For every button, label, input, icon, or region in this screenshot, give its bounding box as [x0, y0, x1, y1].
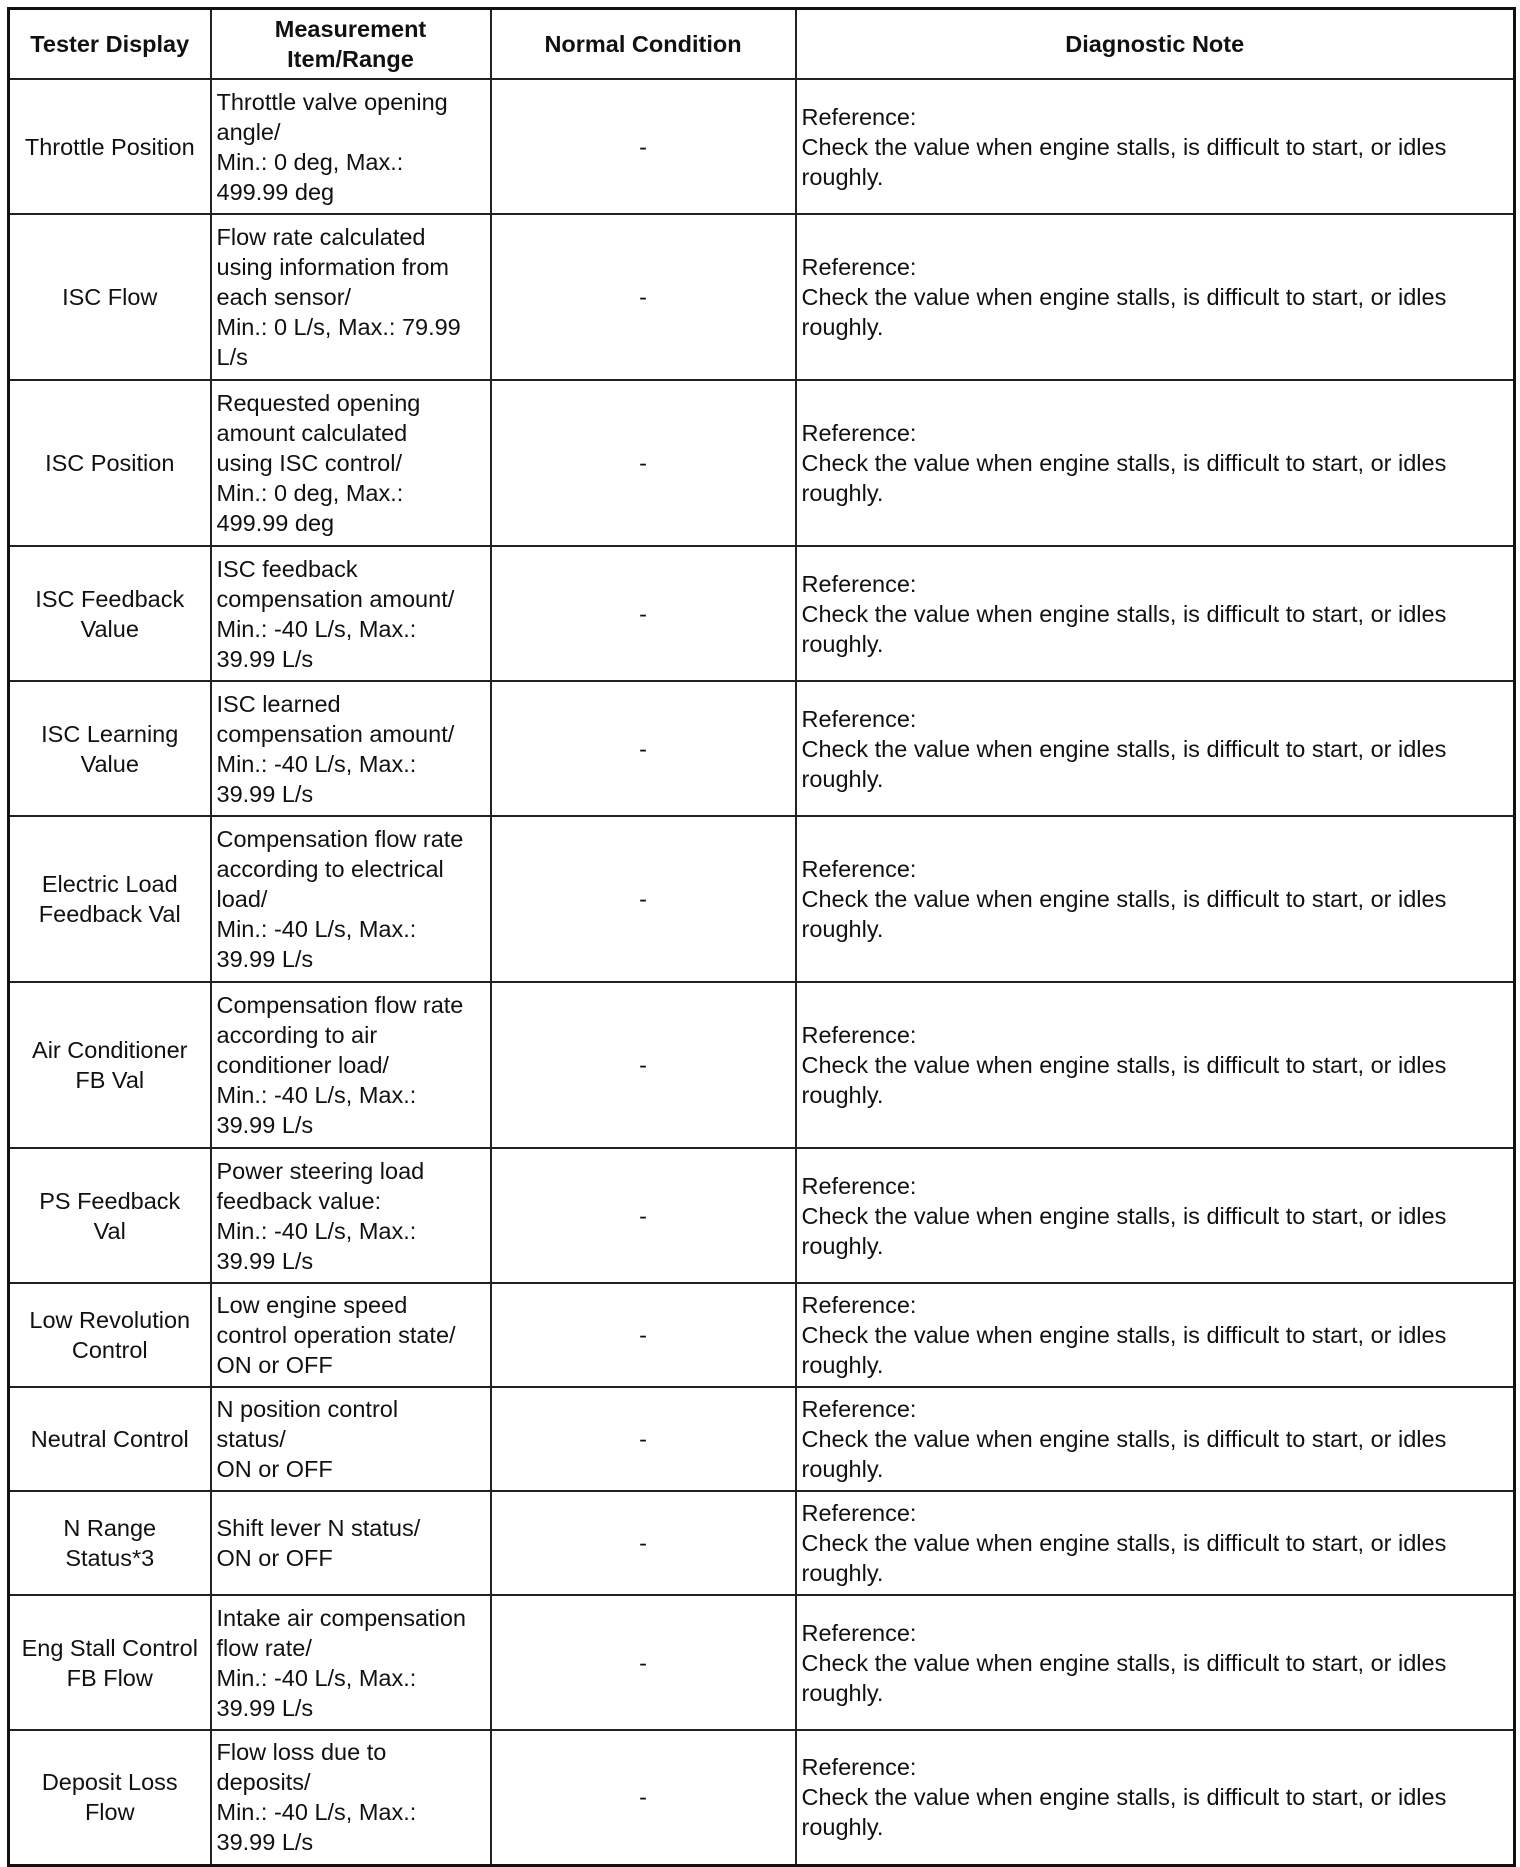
- measurement-line: 39.99 L/s: [216, 645, 314, 672]
- measurement-line: N position control: [216, 1396, 399, 1422]
- measurement-line: feedback value:: [216, 1187, 382, 1214]
- measurement-line: 39.99 L/s: [216, 1112, 314, 1138]
- diagnostic-note-line: Check the value when engine stalls, is difficult to start, or idles: [801, 133, 1447, 160]
- tester-display-line: Deposit Loss: [41, 1769, 178, 1796]
- diagnostic-note-line: Check the value when engine stalls, is difficult to start, or idles: [801, 1426, 1447, 1452]
- diagnostic-note-cell: [796, 816, 1515, 982]
- normal-condition-cell: -: [491, 380, 796, 546]
- header-diagnostic-note: Diagnostic Note: [796, 9, 1515, 80]
- tester-display-cell: [9, 1595, 211, 1730]
- tester-display-line: Low Revolution: [29, 1307, 191, 1333]
- measurement-line: status/: [216, 1426, 286, 1452]
- diagnostic-note-line: Check the value when engine stalls, is difficult to start, or idles: [801, 1649, 1447, 1676]
- header-measurement-item-range: [211, 9, 491, 80]
- measurement-line: using information from: [216, 254, 449, 280]
- measurement-line: Throttle valve opening: [216, 88, 448, 115]
- measurement-line: using ISC control/: [216, 450, 402, 476]
- measurement-line: Min.: -40 L/s, Max.:: [216, 1664, 417, 1691]
- tester-display-line: Status*3: [65, 1545, 155, 1571]
- measurement-line: flow rate/: [216, 1634, 312, 1661]
- table-row: [9, 1283, 1515, 1387]
- diagnostic-note-line: Check the value when engine stalls, is difficult to start, or idles: [801, 1322, 1447, 1348]
- measurement-line: amount calculated: [216, 420, 408, 446]
- diagnostic-note-line: Check the value when engine stalls, is difficult to start, or idles: [801, 1202, 1447, 1229]
- measurement-line: Compensation flow rate: [216, 826, 464, 852]
- measurement-line: according to air: [216, 1022, 378, 1048]
- diagnostic-note-line: roughly.: [801, 314, 884, 340]
- measurement-line: angle/: [216, 118, 281, 145]
- normal-condition-cell: -: [491, 1387, 796, 1491]
- diagnostic-note-line: Check the value when engine stalls, is difficult to start, or idles: [801, 1530, 1447, 1556]
- diagnostic-note-line: roughly.: [801, 480, 884, 506]
- table-body: [9, 79, 1515, 1865]
- measurement-line: 39.99 L/s: [216, 780, 314, 807]
- measurement-line: Min.: -40 L/s, Max.:: [216, 1082, 417, 1108]
- tester-display-cell: [9, 380, 211, 546]
- normal-condition-cell: -: [491, 79, 796, 214]
- measurement-range-cell: [211, 214, 491, 380]
- diagnostic-note-line: roughly.: [801, 916, 884, 942]
- diagnostic-note-line: roughly.: [801, 1082, 884, 1108]
- diagnostic-note-cell: [796, 1283, 1515, 1387]
- measurement-range-cell: [211, 546, 491, 681]
- measurement-line: Min.: 0 L/s, Max.: 79.99: [216, 314, 461, 340]
- normal-condition-cell: -: [491, 982, 796, 1148]
- tester-display-line: PS Feedback: [39, 1187, 181, 1214]
- diagnostic-note-line: roughly.: [801, 1352, 884, 1378]
- tester-display-cell: [9, 1387, 211, 1491]
- tester-display-line: Val: [93, 1217, 126, 1244]
- measurement-line: Compensation flow rate: [216, 992, 464, 1018]
- diagnostic-note-line: Reference:: [801, 1396, 917, 1422]
- measurement-line: L/s: [216, 344, 248, 370]
- tester-display-line: ISC Learning: [41, 720, 179, 747]
- tester-display-line: Neutral Control: [30, 1426, 189, 1452]
- diagnostic-note-cell: [796, 1730, 1515, 1865]
- diagnostic-note-line: Check the value when engine stalls, is difficult to start, or idles: [801, 886, 1447, 912]
- tester-display-line: Feedback Val: [38, 901, 181, 927]
- tester-display-cell: [9, 214, 211, 380]
- measurement-line: Shift lever N status/: [216, 1515, 421, 1541]
- tester-display-line: FB Flow: [66, 1664, 153, 1691]
- measurement-range-cell: [211, 1491, 491, 1595]
- measurement-range-cell: [211, 380, 491, 546]
- measurement-line: Min.: 0 deg, Max.:: [216, 480, 404, 506]
- measurement-line: Min.: 0 deg, Max.:: [216, 148, 404, 175]
- tester-display-cell: [9, 816, 211, 982]
- measurement-line: ON or OFF: [216, 1456, 333, 1482]
- diagnostic-table-container: [7, 7, 1513, 1867]
- diagnostic-note-line: roughly.: [801, 1456, 884, 1482]
- table-row: [9, 1148, 1515, 1283]
- measurement-line: Flow rate calculated: [216, 224, 426, 250]
- tester-display-cell: [9, 982, 211, 1148]
- diagnostic-note-line: Reference:: [801, 1292, 917, 1318]
- tester-display-line: Value: [80, 750, 139, 777]
- measurement-line: conditioner load/: [216, 1052, 389, 1078]
- diagnostic-note-cell: [796, 79, 1515, 214]
- tester-display-line: N Range: [63, 1515, 157, 1541]
- measurement-line: Min.: -40 L/s, Max.:: [216, 615, 417, 642]
- measurement-range-cell: [211, 1387, 491, 1491]
- diagnostic-note-line: Reference:: [801, 1500, 917, 1526]
- diagnostic-note-cell: [796, 380, 1515, 546]
- diagnostic-note-line: roughly.: [801, 1560, 884, 1586]
- table-row: [9, 1491, 1515, 1595]
- tester-display-line: FB Val: [75, 1067, 145, 1093]
- diagnostic-note-line: Reference:: [801, 103, 917, 130]
- diagnostic-note-line: Reference:: [801, 1754, 917, 1781]
- diagnostic-note-line: Reference:: [801, 1172, 917, 1199]
- table-row: [9, 816, 1515, 982]
- tester-display-line: ISC Position: [45, 450, 175, 476]
- measurement-line: Power steering load: [216, 1157, 425, 1184]
- normal-condition-cell: -: [491, 1595, 796, 1730]
- measurement-range-cell: [211, 681, 491, 816]
- tester-display-line: ISC Feedback: [35, 585, 185, 612]
- measurement-range-cell: [211, 1148, 491, 1283]
- diagnostic-note-line: roughly.: [801, 630, 884, 657]
- measurement-range-cell: [211, 1730, 491, 1865]
- diagnostic-note-line: roughly.: [801, 765, 884, 792]
- table-row: [9, 214, 1515, 380]
- tester-display-cell: [9, 1491, 211, 1595]
- normal-condition-cell: -: [491, 214, 796, 380]
- measurement-line: Intake air compensation: [216, 1604, 467, 1631]
- table-row: [9, 1730, 1515, 1865]
- diagnostic-note-line: Reference:: [801, 420, 917, 446]
- measurement-line: ISC learned: [216, 690, 341, 717]
- measurement-line: Min.: -40 L/s, Max.:: [216, 916, 417, 942]
- diagnostic-data-table: [7, 7, 1516, 1867]
- diagnostic-note-line: roughly.: [801, 163, 884, 190]
- measurement-line: control operation state/: [216, 1322, 456, 1348]
- header-tester-display: Tester Display: [9, 9, 211, 80]
- diagnostic-note-line: Check the value when engine stalls, is difficult to start, or idles: [801, 1052, 1447, 1078]
- measurement-line: Requested opening: [216, 390, 421, 416]
- diagnostic-note-line: Reference:: [801, 856, 917, 882]
- diagnostic-note-cell: [796, 214, 1515, 380]
- diagnostic-note-line: Reference:: [801, 705, 917, 732]
- diagnostic-note-line: Reference:: [801, 1022, 917, 1048]
- measurement-line: ON or OFF: [216, 1352, 333, 1378]
- diagnostic-note-line: Check the value when engine stalls, is difficult to start, or idles: [801, 284, 1447, 310]
- diagnostic-note-cell: [796, 1491, 1515, 1595]
- normal-condition-cell: -: [491, 1491, 796, 1595]
- measurement-range-cell: [211, 982, 491, 1148]
- measurement-line: 39.99 L/s: [216, 1829, 314, 1856]
- normal-condition-cell: -: [491, 1148, 796, 1283]
- tester-display-line: Flow: [84, 1799, 135, 1826]
- measurement-line: Min.: -40 L/s, Max.:: [216, 1217, 417, 1244]
- normal-condition-cell: -: [491, 816, 796, 982]
- table-row: [9, 681, 1515, 816]
- normal-condition-cell: -: [491, 546, 796, 681]
- diagnostic-note-line: roughly.: [801, 1814, 884, 1841]
- measurement-line: 39.99 L/s: [216, 1247, 314, 1274]
- measurement-line: 39.99 L/s: [216, 946, 314, 972]
- diagnostic-note-line: Check the value when engine stalls, is difficult to start, or idles: [801, 450, 1447, 476]
- measurement-line: compensation amount/: [216, 720, 455, 747]
- diagnostic-note-line: Reference:: [801, 570, 917, 597]
- tester-display-cell: [9, 546, 211, 681]
- measurement-line: Min.: -40 L/s, Max.:: [216, 750, 417, 777]
- normal-condition-cell: -: [491, 681, 796, 816]
- normal-condition-cell: -: [491, 1283, 796, 1387]
- diagnostic-note-cell: [796, 982, 1515, 1148]
- measurement-line: 499.99 deg: [216, 178, 335, 205]
- tester-display-cell: [9, 79, 211, 214]
- header-measurement-text: Measurement Item/Range: [274, 16, 427, 72]
- table-row: [9, 1387, 1515, 1491]
- tester-display-line: Electric Load: [41, 871, 178, 897]
- tester-display-cell: [9, 681, 211, 816]
- diagnostic-note-cell: [796, 1148, 1515, 1283]
- tester-display-line: Control: [71, 1337, 148, 1363]
- normal-condition-cell: -: [491, 1730, 796, 1865]
- table-row: [9, 546, 1515, 681]
- table-row: [9, 982, 1515, 1148]
- table-row: [9, 380, 1515, 546]
- diagnostic-note-cell: [796, 1387, 1515, 1491]
- tester-display-line: Value: [80, 615, 139, 642]
- measurement-range-cell: [211, 79, 491, 214]
- table-row: [9, 1595, 1515, 1730]
- tester-display-cell: [9, 1730, 211, 1865]
- tester-display-line: ISC Flow: [62, 284, 158, 310]
- diagnostic-note-line: roughly.: [801, 1679, 884, 1706]
- measurement-range-cell: [211, 1283, 491, 1387]
- diagnostic-note-line: Check the value when engine stalls, is difficult to start, or idles: [801, 1784, 1447, 1811]
- diagnostic-note-cell: [796, 546, 1515, 681]
- diagnostic-note-line: roughly.: [801, 1232, 884, 1259]
- diagnostic-note-cell: [796, 681, 1515, 816]
- table-header-row: [9, 9, 1515, 80]
- measurement-line: load/: [216, 886, 268, 912]
- diagnostic-note-cell: [796, 1595, 1515, 1730]
- measurement-range-cell: [211, 816, 491, 982]
- measurement-line: 39.99 L/s: [216, 1694, 314, 1721]
- measurement-line: compensation amount/: [216, 585, 455, 612]
- measurement-line: 499.99 deg: [216, 510, 335, 536]
- diagnostic-note-line: Reference:: [801, 254, 917, 280]
- measurement-line: according to electrical: [216, 856, 444, 882]
- measurement-line: Low engine speed: [216, 1292, 408, 1318]
- tester-display-line: Eng Stall Control: [21, 1634, 198, 1661]
- measurement-line: each sensor/: [216, 284, 352, 310]
- tester-display-cell: [9, 1148, 211, 1283]
- header-normal-condition: Normal Condition: [491, 9, 796, 80]
- measurement-line: Flow loss due to: [216, 1739, 387, 1766]
- measurement-line: deposits/: [216, 1769, 311, 1796]
- measurement-line: ISC feedback: [216, 555, 358, 582]
- measurement-line: Min.: -40 L/s, Max.:: [216, 1799, 417, 1826]
- diagnostic-note-line: Check the value when engine stalls, is difficult to start, or idles: [801, 735, 1447, 762]
- tester-display-line: Throttle Position: [24, 133, 195, 160]
- tester-display-line: Air Conditioner: [32, 1037, 188, 1063]
- diagnostic-note-line: Check the value when engine stalls, is difficult to start, or idles: [801, 600, 1447, 627]
- measurement-range-cell: [211, 1595, 491, 1730]
- table-row: [9, 79, 1515, 214]
- measurement-line: ON or OFF: [216, 1545, 333, 1571]
- diagnostic-note-line: Reference:: [801, 1619, 917, 1646]
- tester-display-cell: [9, 1283, 211, 1387]
